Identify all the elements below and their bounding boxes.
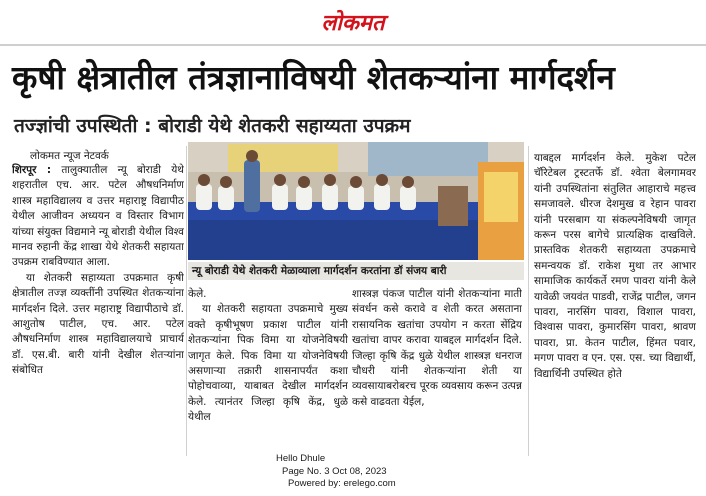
article-column-3 xyxy=(352,287,522,457)
farmers-meeting-photo xyxy=(188,142,524,260)
masthead xyxy=(0,8,706,38)
masthead-divider xyxy=(0,44,706,46)
footer-page-date: Page No. 3 Oct 08, 2023 xyxy=(282,465,387,477)
footer-edition: Hello Dhule xyxy=(276,453,326,464)
article-paragraph: या शेतकरी सहायता उपक्रमाचे मुख्य वक्ते कृषीभूषण प्रकाश पाटील यांनी शेतकऱ्यांना पिक विमा या योजनेविषयी जागृत केले. पिक विमा या योजनेविषयी असणाऱ्या तक्रारी शासनापर्यंत कशा पोहोचवाव्या, याबाबत देखील मार्गदर्शन केले. त्यानंतर जिल्हा कृषि केंद्र, धुळे येथील xyxy=(188,303,348,424)
article-subheadline: तज्ज्ञांची उपस्थिती : बोराडी येथे शेतकरी सहाय्यता उपक्रम xyxy=(14,115,411,137)
article-photo[interactable] xyxy=(188,142,524,260)
lokmat-logo[interactable]: लोकमत xyxy=(321,10,385,36)
photo-caption: न्यू बोराडी येथे शेतकरी मेळाव्याला मार्गदर्शन करतांना डॉ संजय बारी xyxy=(188,262,524,280)
article-paragraph: शास्त्रज्ञ पंकज पाटील यांनी शेतकऱ्यांना माती संवर्धन कसे करावे व शेती करत असताना रासायनिक खतांचा उपयोग न करता सेंद्रिय खतांचा वापर करावा याबद्दल मार्गदर्शन दिले. जिल्हा कृषि केंद्र धुळे येथील शास्त्रज्ञ धनराज चौधरी यांनी शेतकऱ्यांना शेती या व्यवसायाबरोबरच पूरक व्यवसाय करून उत्पन्न कसे वाढवता येईल, xyxy=(352,288,522,408)
article-paragraph: केले. xyxy=(188,288,207,300)
footer-powered-by[interactable]: Powered by: erelego.com xyxy=(288,478,396,489)
page-footer xyxy=(260,453,460,493)
article-paragraph: याबद्दल मार्गदर्शन केले. मुकेश पटेल चॅरिटेबल ट्रस्टतर्फे डॉ. श्वेता बेलगामवर यांनी उपस्थितांना संतुलित आहाराचे महत्त्व समजावले. धीरज देशमुख व रेहान पावरा यांनी परसबाग या संकल्पनेविषयी जागृत करून परस बागेचे प्रात्यक्षिक दाखविले. प्रास्तविक शेतकरी सहाय्यता उपक्रमाचे समन्वयक डॉ. राकेश मुथा तर आभार सामाजिक कार्यकर्ते रमण पावरा यांनी केले यावेळी जयवंत पाडवी, राजेंद्र पाटील, जगन पावरा, नारसिंग पावरा, विशाल पावरा, विश्वास पावरा, कुमारसिंग पावरा, श्रावण पावरा, प्रा. केतन पाटील, हिंमत पवार, मगण पावरा व एन. एस. एस. च्या विद्यार्थी, विद्यार्थिनी उपस्थित होते xyxy=(534,152,696,380)
article-byline: लोकमत न्यूज नेटवर्क xyxy=(30,150,109,162)
article-paragraph xyxy=(12,163,184,271)
article-text: तालुक्यातील न्यू बोराडी येथे शहरातील एच. आर. पटेल औषधनिर्माण शास्त्र महाविद्यालय व उत्तर महाराष्ट्र विद्यापीठ येथील आजीवन अध्ययन व विस्तार विभाग यांच्या संयुक्त विद्यमाने न्यू बोराडी येथील विश्व मानव रुहानी केंद्र शाखा येथे शेतकरी सहायता उपक्रम राबविण्यात आला. xyxy=(12,164,184,269)
article-column-2 xyxy=(188,287,348,457)
article-dateline: शिरपूर : xyxy=(12,164,52,176)
column-divider xyxy=(528,146,529,456)
article-column-4 xyxy=(534,151,696,457)
article-headline: कृषी क्षेत्रातील तंत्रज्ञानाविषयी शेतकऱ्यांना मार्गदर्शन xyxy=(12,58,615,97)
article-paragraph: या शेतकरी सहाय्यता उपक्रमात कृषी क्षेत्रातील तज्ज्ञ व्यक्तींनी उपस्थित शेतकऱ्यांना मार्गदर्शन दिले. उत्तर महाराष्ट्र विद्यापीठाचे डॉ. आशुतोष पाटील, एच. आर. पटेल औषधनिर्माण शास्त्र महाविद्यालयाचे प्राचार्य डॉ. एस.बी. बारी यांनी देखील शेतऱ्यांना संबोधित xyxy=(12,271,184,377)
column-divider xyxy=(186,146,187,456)
article-column-1 xyxy=(12,163,184,455)
